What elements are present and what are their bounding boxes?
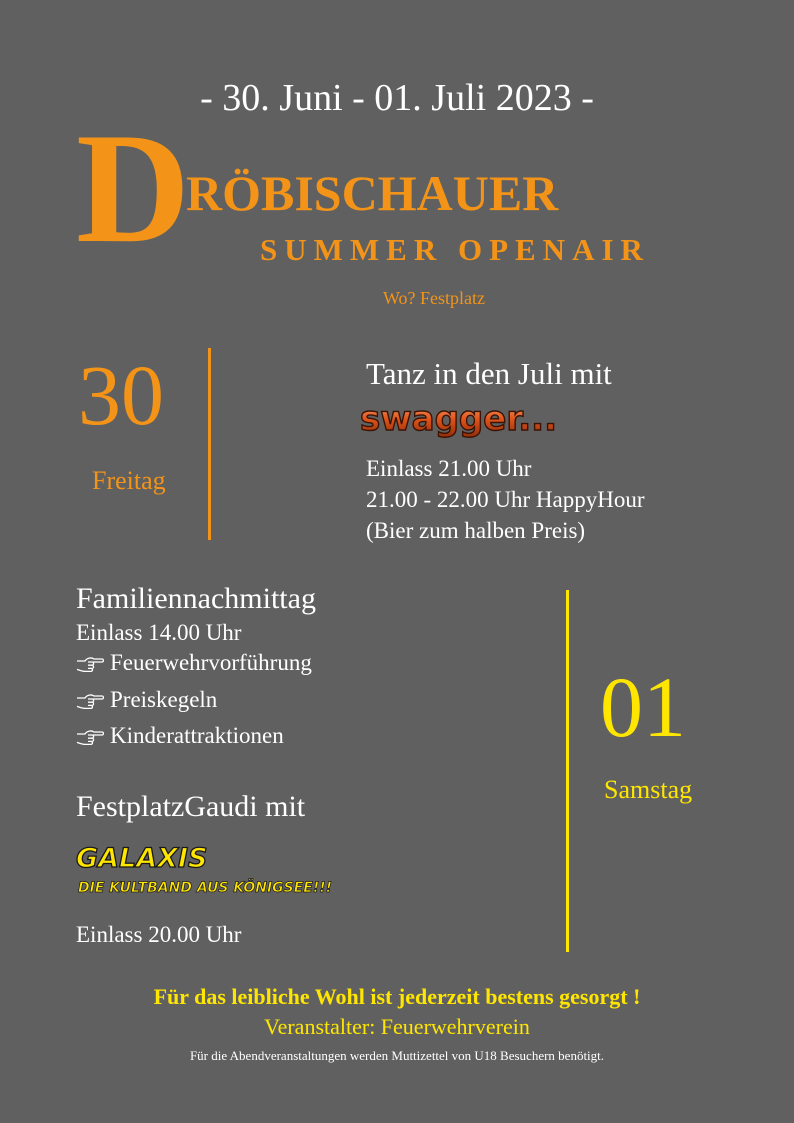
list-item: [76, 687, 217, 713]
pointing-hand-icon: [76, 656, 104, 672]
event-title: RÖBISCHAUER: [186, 165, 559, 221]
u18-note: Für die Abendveranstaltungen werden Muttizettel von U18 Besuchern benötigt.: [189, 1048, 605, 1063]
pointing-hand-icon: [76, 729, 104, 745]
swagger-band-logo: [358, 398, 578, 440]
galaxis-band-logo: [74, 840, 434, 898]
saturday-day-name: Samstag: [604, 775, 693, 804]
catering-note: Für das leibliche Wohl ist jederzeit bestens gesorgt !: [153, 984, 641, 1009]
friday-happy-hour-note: (Bier zum halben Preis): [366, 518, 586, 543]
saturday-divider: [566, 590, 569, 952]
friday-happy-hour: 21.00 - 22.00 Uhr HappyHour: [366, 487, 645, 512]
friday-headline: Tanz in den Juli mit: [366, 356, 612, 391]
organizer: Veranstalter: Feuerwehrverein: [264, 1014, 530, 1039]
pointing-hand-icon: [76, 693, 104, 709]
gaudi-headline: FestplatzGaudi mit: [76, 790, 306, 823]
galaxis-logo-tagline: DIE KULTBAND AUS KÖNIGSEE!!!: [78, 880, 333, 896]
event-subtitle: SUMMER OPENAIR: [260, 232, 650, 267]
event-location: Wo? Festplatz: [383, 288, 486, 308]
evening-entry-time: Einlass 20.00 Uhr: [76, 922, 242, 947]
saturday-day-number: 01: [600, 659, 686, 755]
family-entry-time: Einlass 14.00 Uhr: [76, 620, 242, 645]
list-item-label: Feuerwehrvorführung: [110, 650, 312, 675]
friday-divider: [208, 348, 211, 540]
list-item-label: Kinderattraktionen: [110, 723, 284, 748]
title-initial: D: [76, 101, 191, 276]
friday-entry-time: Einlass 21.00 Uhr: [366, 456, 532, 481]
list-item-label: Preiskegeln: [110, 687, 218, 712]
event-date: - 30. Juni - 01. Juli 2023 -: [200, 77, 594, 119]
galaxis-logo-name: GALAXIS: [76, 843, 208, 874]
family-headline: Familiennachmittag: [76, 582, 316, 615]
friday-day-number: 30: [78, 347, 164, 443]
friday-day-name: Freitag: [92, 466, 166, 495]
list-item: [76, 650, 312, 676]
swagger-logo-text: swagger...: [360, 399, 557, 439]
list-item: [76, 723, 284, 749]
